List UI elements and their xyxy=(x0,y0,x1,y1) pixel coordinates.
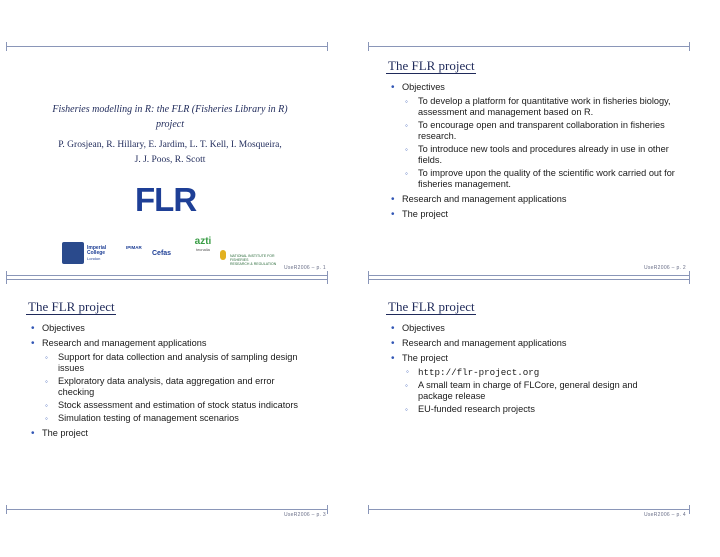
frame-tick xyxy=(327,275,328,284)
frame-tick xyxy=(6,42,7,51)
slide-title: The FLR project xyxy=(388,58,475,73)
list-item: • Research and management applications xyxy=(388,194,688,205)
frame-tick xyxy=(368,275,369,284)
list-subitem: ◦ Stock assessment and estimation of stock status indicators xyxy=(42,400,303,411)
frame-bottom-line xyxy=(6,275,328,276)
slide-footer: UseR2006 – p. 4 xyxy=(643,512,686,518)
list-item: • The project ◦ http://flr-project.org ◦ A small team in charge of FLCore, general design and package release ◦ EU-funded research projects xyxy=(388,353,668,415)
presentation-title: Fisheries modelling in R: the FLR (Fisheries Library in R) project xyxy=(52,104,288,130)
frame-top-line xyxy=(368,46,690,47)
frame-tick xyxy=(327,505,328,514)
slide-3 xyxy=(0,279,360,557)
ipimar-logo: IPIMAR xyxy=(126,245,142,250)
frame-bottom-line xyxy=(368,275,690,276)
list-item: • Research and management applications xyxy=(388,338,668,349)
slide-title: The FLR project xyxy=(388,299,475,314)
frame-tick xyxy=(368,505,369,514)
bullet-list xyxy=(388,82,688,224)
list-subitem: ◦ EU-funded research projects xyxy=(402,404,668,415)
frame-tick xyxy=(689,275,690,284)
list-item: • Research and management applications ◦ Support for data collection and analysis of sampling design issues ◦ Exploratory data analysis, data aggregation and error checking ◦ Stock assessment and estimation of stock status indicators ◦ Simulation testing of management scenarios xyxy=(28,338,303,424)
frame-top-line xyxy=(368,279,690,280)
list-subitem: ◦ Support for data collection and analysis of sampling design issues xyxy=(42,352,303,374)
list-subitem: ◦ To develop a platform for quantitative work in fisheries biology, assessment and management based on R. xyxy=(402,96,688,118)
frame-top-line xyxy=(6,279,328,280)
project-url-link[interactable]: ◦ http://flr-project.org xyxy=(402,367,668,378)
frame-tick xyxy=(6,275,7,284)
frame-bottom-line xyxy=(6,509,328,510)
authors: P. Grosjean, R. Hillary, E. Jardim, L. T. Kell, I. Mosqueira, J. J. Poos, R. Scott xyxy=(58,140,282,165)
sponsor-logos xyxy=(60,236,277,266)
fisheries-institute-logo: NATIONAL INSTITUTE FOR FISHERIES RESEARCH & REGULATION xyxy=(230,254,277,266)
frame-tick xyxy=(368,42,369,51)
leaf-icon xyxy=(220,250,226,260)
list-subitem: ◦ Simulation testing of management scenarios xyxy=(42,413,303,424)
bullet-list xyxy=(28,323,303,443)
slide-footer: UseR2006 – p. 1 xyxy=(283,265,326,271)
cefas-logo: Cefas xyxy=(152,250,172,257)
list-subitem: ◦ A small team in charge of FLCore, general design and package release xyxy=(402,380,668,402)
flr-logo: FLR xyxy=(135,181,197,218)
list-item: • Objectives xyxy=(388,323,668,334)
slide-title: The FLR project xyxy=(28,299,115,314)
list-subitem: ◦ To introduce new tools and procedures already in use in other fields. xyxy=(402,144,688,166)
list-subitem: ◦ To improve upon the quality of the scientific work carried out for fisheries management. xyxy=(402,168,688,190)
bullet-list xyxy=(388,323,668,419)
slide-2 xyxy=(360,0,720,278)
frame-bottom-line xyxy=(368,509,690,510)
slide-footer: UseR2006 – p. 3 xyxy=(283,512,326,518)
azti-tecnalia-logo: azti tecnalia xyxy=(194,236,212,252)
title-underline xyxy=(386,73,476,74)
list-item: • Objectives ◦ To develop a platform for quantitative work in fisheries biology, assessment and management based on R. ◦ To encourage open and transparent collaboration in fisheries research. ◦ To introduce new tools and procedures already in use in other fields. ◦ To improve upon the quality of the scientific work carried out for fisheries management. xyxy=(388,82,688,190)
list-item: • The project xyxy=(28,428,303,439)
imperial-college-logo: Imperial College London xyxy=(87,245,107,261)
frame-tick xyxy=(6,505,7,514)
list-subitem: ◦ Exploratory data analysis, data aggregation and error checking xyxy=(42,376,303,398)
frame-tick xyxy=(689,42,690,51)
title-underline xyxy=(26,314,116,315)
slide-4 xyxy=(360,279,720,557)
frame-tick xyxy=(327,42,328,51)
title-underline xyxy=(386,314,476,315)
list-subitem: ◦ To encourage open and transparent collaboration in fisheries research. xyxy=(402,120,688,142)
list-item: • Objectives xyxy=(28,323,303,334)
list-item: • The project xyxy=(388,209,688,220)
slide-1 xyxy=(0,0,360,278)
frame-top-line xyxy=(6,46,328,47)
frame-tick xyxy=(689,505,690,514)
university-crest-icon xyxy=(62,242,84,264)
slide-footer: UseR2006 – p. 2 xyxy=(643,265,686,271)
